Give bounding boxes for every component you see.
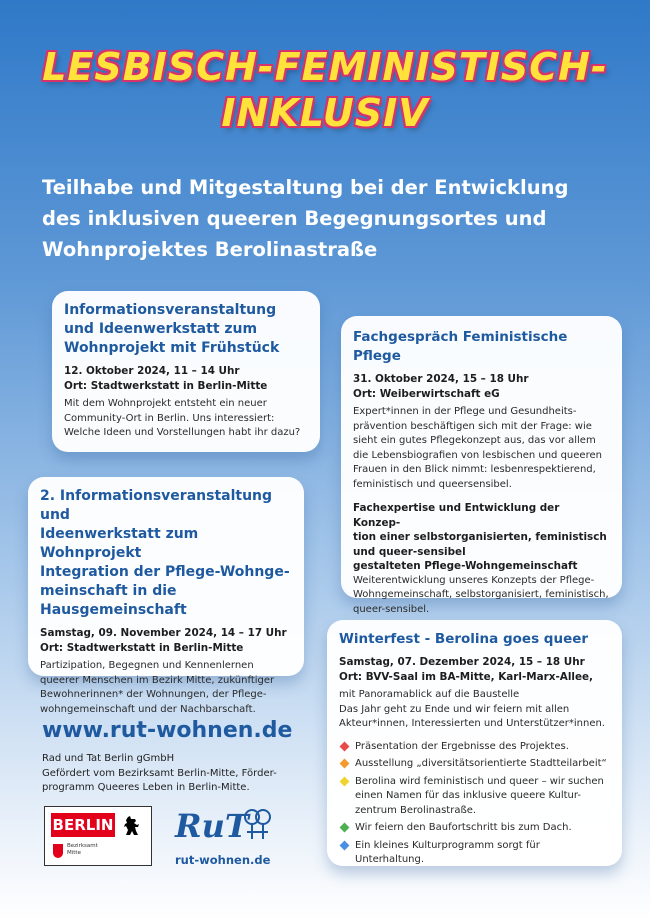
bear-icon-svg <box>123 815 141 837</box>
card-title <box>40 487 292 620</box>
subtitle <box>42 172 622 265</box>
event-description <box>339 688 610 732</box>
rut-logo-wordmark: RuT <box>175 807 249 845</box>
org-line: Rad und Tat Berlin gGmbH <box>42 753 175 764</box>
subtitle-line-3: Wohnprojektes Berolinastraße <box>42 238 378 261</box>
card-title-line: Informationsveranstaltung <box>64 302 277 318</box>
event-place: Ort: Stadtwerkstatt in Berlin-Mitte <box>64 380 268 392</box>
description-line: wohngemeinschaft und der Nachbarschaft. <box>40 703 256 715</box>
subtitle-line-1: Teilhabe und Mitgestaltung bei der Entwicklung <box>42 176 569 199</box>
diamond-bullet-icon <box>340 823 350 833</box>
description-line: Wohngemeinschaft, selbstorganisiert, feministisch, <box>353 589 609 600</box>
list-item-line: einen Namen für das inklusive queere Kultur- <box>355 790 581 801</box>
event-place: Ort: Weiberwirtschaft eG <box>353 388 500 400</box>
description-line: Partizipation, Begegnen und Kennenlernen <box>40 660 254 671</box>
description-line: queerer Menschen im Bezirk Mitte, zukünftiger <box>40 674 275 686</box>
description-line: Weiterentwicklung unseres Konzepts der Pflege- <box>353 574 595 586</box>
card-title-line: meinschaft in die Hausgemeinschaft <box>40 583 187 618</box>
event-description-2 <box>353 574 610 618</box>
headline-line-2: INKLUSIV <box>221 91 429 135</box>
berlin-logo <box>44 806 152 866</box>
bezirk-shield-icon <box>53 844 63 858</box>
diamond-bullet-icon <box>340 776 350 786</box>
description-line: Frauen in den Blick nimmt: lesbenrespektierend, <box>353 464 596 475</box>
event-description <box>40 659 292 717</box>
event-date: 31. Oktober 2024, 15 – 18 Uhr <box>353 373 529 385</box>
card-subheading <box>353 501 610 574</box>
description-line: Welche Ideen und Vorstellungen habt ihr dazu? <box>64 427 301 438</box>
card-title-line: 2. Informationsveranstaltung und <box>40 488 273 523</box>
bezirk-label <box>67 843 98 857</box>
description-line: Bewohnerinnen* der Wohnungen, der Pflege- <box>40 689 267 700</box>
event-date: 12. Oktober 2024, 11 – 14 Uhr <box>64 365 240 377</box>
rut-logo-url: rut-wohnen.de <box>175 853 271 867</box>
list-item-line: Berolina wird feministisch und queer – wir suchen <box>355 775 604 787</box>
description-line: queer-sensibel. <box>353 603 430 615</box>
bezirk-line: Bezirksamt <box>67 843 98 849</box>
description-line: prävention beschäftigen sich mit der Frage: wie <box>353 420 592 432</box>
diamond-bullet-icon <box>340 840 350 850</box>
card-title: Winterfest - Berolina goes queer <box>339 631 589 647</box>
headline <box>0 44 650 136</box>
card-title-line: Integration der Pflege-Wohnge- <box>40 564 290 580</box>
description-line: Community-Ort in Berlin. Uns interessiert: <box>64 412 275 424</box>
list-item-line: Wir feiern den Baufortschritt bis zum Dach. <box>355 822 572 833</box>
berlin-wordmark: BERLIN <box>51 813 115 837</box>
subheading-line: tion einer selbstorganisierten, feministisch <box>353 531 607 543</box>
headline-line-1: LESBISCH-FEMINISTISCH- <box>42 45 608 89</box>
description-line: die Lebensbiografien von lesbischen und queeren <box>353 449 602 461</box>
list-item <box>339 775 610 819</box>
list-item <box>339 821 610 836</box>
event-card-second-information-day <box>28 477 304 715</box>
event-description <box>64 397 308 441</box>
subheading-line: gestalteten Pflege-Wohngemeinschaft <box>353 560 578 572</box>
bear-icon <box>123 815 141 841</box>
list-item-line: zentrum Berolinastraße. <box>355 804 477 816</box>
description-line: Das Jahr geht zu Ende und wir feiern mit allen <box>339 703 570 715</box>
subheading-line: und queer-sensibel <box>353 545 466 558</box>
website-link[interactable]: www.rut-wohnen.de <box>42 718 293 743</box>
event-date: Samstag, 07. Dezember 2024, 15 – 18 Uhr <box>339 656 585 668</box>
event-description <box>353 405 610 492</box>
org-line: Gefördert vom Bezirksamt Berlin-Mitte, Förder- <box>42 767 277 779</box>
card-title <box>64 301 308 358</box>
event-card-winter-party <box>327 620 622 866</box>
description-line: Akteur*innen, Interessierten und Unterstützer*innen. <box>339 718 605 729</box>
subtitle-line-2: des inklusiven queeren Begegnungsortes und <box>42 207 547 230</box>
program-list <box>339 740 610 868</box>
card-title-line: Ideenwerkstatt zum Wohnprojekt <box>40 526 199 561</box>
card-title: Fachgespräch Feministische Pflege <box>353 329 568 364</box>
description-line: feministisch und queersensibel. <box>353 478 512 490</box>
card-title-line: Wohnprojekt mit Frühstück <box>64 340 280 356</box>
list-item-line: Ein kleines Kulturprogramm sorgt für Unterhaltung. <box>355 839 540 865</box>
subheading-line: Fachexpertise und Entwicklung der Konzep- <box>353 502 560 529</box>
diamond-bullet-icon <box>340 741 350 751</box>
description-line: Expert*innen in der Pflege und Gesundheits- <box>353 406 577 417</box>
card-title-line: und Ideenwerkstatt zum <box>64 321 258 337</box>
event-card-expert-talk <box>341 316 622 615</box>
list-item <box>339 740 610 755</box>
venus-symbols-icon <box>241 805 275 849</box>
organization-info <box>42 752 302 796</box>
bezirk-line: Mitte <box>67 850 81 856</box>
diamond-bullet-icon <box>340 759 350 769</box>
event-place: Ort: BVV-Saal im BA-Mitte, Karl-Marx-Allee, <box>339 671 594 683</box>
event-card-information-day <box>52 291 320 452</box>
rut-logo <box>175 805 295 875</box>
description-line: mit Panoramablick auf die Baustelle <box>339 689 520 700</box>
description-line: sieht ein gutes Pflegekonzept aus, das vor allem <box>353 435 596 446</box>
event-place: Ort: Stadtwerkstatt in Berlin-Mitte <box>40 642 244 654</box>
org-line: programm Queeres Leben in Berlin-Mitte. <box>42 782 250 793</box>
list-item-line: Präsentation der Ergebnisse des Projektes. <box>355 740 569 752</box>
description-line: Mit dem Wohnprojekt entsteht ein neuer <box>64 398 267 409</box>
list-item <box>339 757 610 772</box>
list-item <box>339 839 610 868</box>
event-date: Samstag, 09. November 2024, 14 – 17 Uhr <box>40 627 287 639</box>
list-item-line: Ausstellung „diversitätsorientierte Stadtteilarbeit“ <box>355 758 607 769</box>
